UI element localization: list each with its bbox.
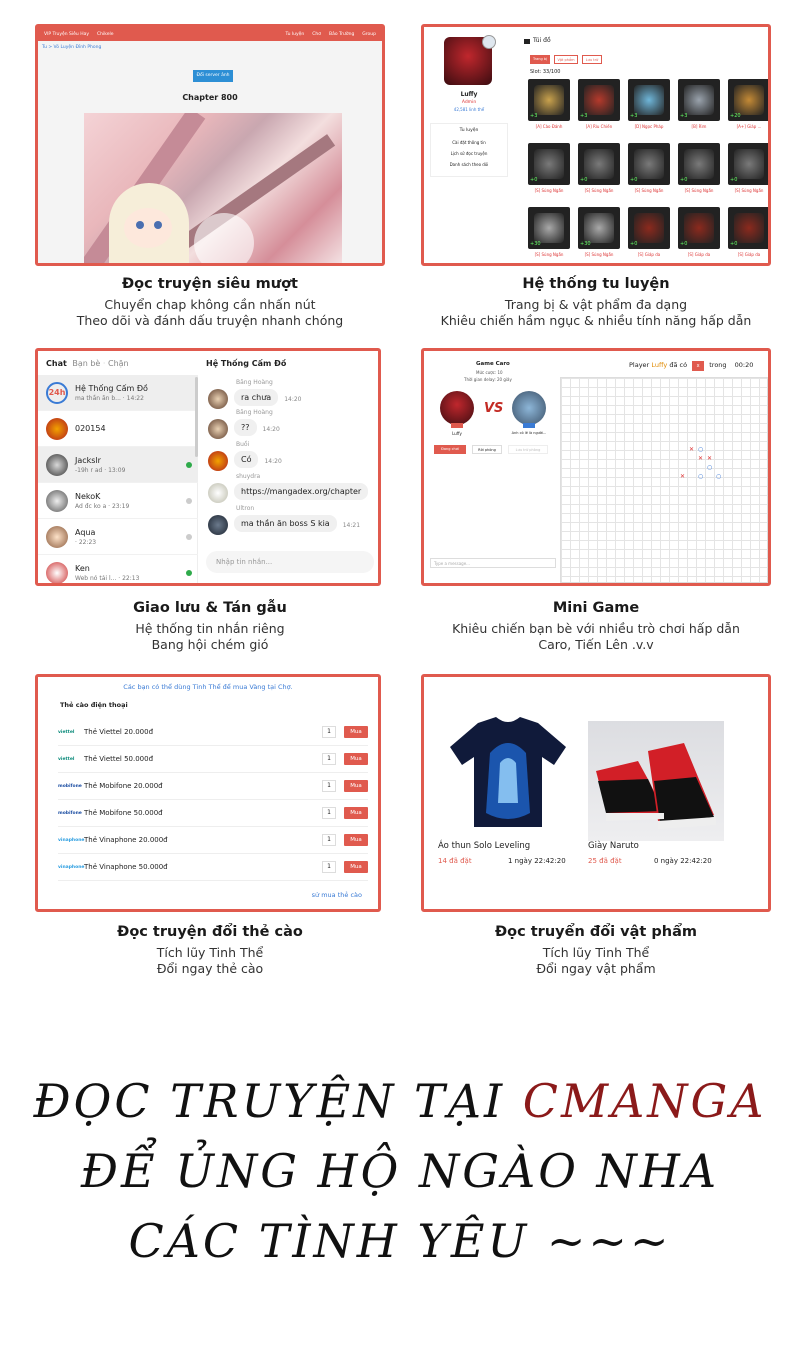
viettel-logo-icon: viettel xyxy=(58,729,75,735)
avatar xyxy=(46,526,68,548)
message-bubble: https://mangadex.org/chapter xyxy=(234,483,368,500)
tab-chat[interactable]: Chat xyxy=(46,359,67,368)
save-room-button[interactable]: Lưu trữ phòng xyxy=(508,445,548,454)
promo-prefix: ĐỌC TRUYỆN TẠI xyxy=(33,1074,523,1128)
buy-button[interactable]: Mua xyxy=(344,753,368,765)
menu-title[interactable]: Tu luyện xyxy=(459,128,479,133)
item-label: [S] Súng Ngắn xyxy=(534,252,564,257)
inventory-item[interactable] xyxy=(728,207,770,249)
card-row xyxy=(58,854,368,881)
mobifone-logo-icon: mobifone xyxy=(58,810,82,816)
message-time: 14:21 xyxy=(342,521,361,529)
player2-avatar xyxy=(512,391,546,425)
conversation-item[interactable]: 24h Hệ Thống Cấm Đồ ma thần ăn b... · 14:22 xyxy=(38,375,198,411)
item-icon xyxy=(534,149,564,179)
buy-button[interactable]: Mua xyxy=(344,807,368,819)
item-label: [A+] Giáp ... xyxy=(736,124,762,129)
conversation-name: Ken xyxy=(75,563,90,573)
caption-line: Đổi ngay vật phẩm xyxy=(536,961,656,976)
shoes-icon xyxy=(588,721,724,841)
item-icon xyxy=(584,85,614,115)
item-icon xyxy=(634,213,664,243)
quantity-input[interactable]: 1 xyxy=(322,753,336,765)
profile-sub: 42,581 linh thể xyxy=(453,107,485,112)
top-nav xyxy=(38,27,382,41)
avatar xyxy=(208,515,228,535)
nav-link[interactable]: Tu luyện xyxy=(285,31,305,37)
turn-badge: x xyxy=(692,361,704,371)
conversation-list xyxy=(38,375,198,586)
item-level: +0 xyxy=(680,241,688,247)
card-row xyxy=(58,800,368,827)
message xyxy=(208,441,282,471)
caption-line: Khiêu chiến hầm ngục & nhiều tính năng hấp dẫn xyxy=(440,313,752,328)
card-row xyxy=(58,746,368,773)
caption-title: Giao lưu & Tán gẫu xyxy=(133,600,287,616)
avatar xyxy=(46,490,68,512)
item-label: [S] Súng Ngắn xyxy=(584,188,614,193)
conversation-name: Hệ Thống Cấm Đồ xyxy=(75,383,148,393)
conversation-item[interactable] xyxy=(38,411,198,447)
inventory-item[interactable] xyxy=(578,79,620,121)
nav-link[interactable]: Group xyxy=(362,31,376,37)
game-chat-input[interactable]: Type a message... xyxy=(430,558,556,568)
card-name: Thẻ Vinaphone 20.000đ xyxy=(84,836,168,844)
game-delay: Thời gian delay: 20 giây xyxy=(464,377,512,382)
card-name: Thẻ Viettel 20.000đ xyxy=(84,728,154,736)
item-label: [S] Giáp da xyxy=(687,252,711,257)
item-label: [S] Giáp da xyxy=(637,252,661,257)
chat-tabs: Chat Bạn bè · Chặn xyxy=(46,359,129,368)
game-bet: Mức cược: 10 xyxy=(476,370,503,375)
inventory-item[interactable] xyxy=(578,143,620,185)
card-row xyxy=(58,827,368,854)
card-name: Thẻ Mobifone 20.000đ xyxy=(84,782,163,790)
caption-line: Tích lũy Tinh Thể xyxy=(542,945,650,960)
avatar xyxy=(208,389,228,409)
item-label: [S] Súng Ngắn xyxy=(734,188,764,193)
player-label: Player xyxy=(629,361,650,369)
system-avatar: 24h xyxy=(46,382,68,404)
inventory-item[interactable] xyxy=(678,143,720,185)
caption-title: Hệ thống tu luyện xyxy=(522,276,670,292)
message-time: 14:20 xyxy=(284,395,302,403)
vinaphone-logo-icon: vinaphone xyxy=(58,837,85,843)
side-menu xyxy=(430,123,508,177)
item-icon xyxy=(584,149,614,179)
caption-line: Đổi ngay thẻ cào xyxy=(156,961,264,976)
purchase-history-link[interactable]: sử mua thẻ cào xyxy=(311,891,362,899)
avatar xyxy=(208,451,228,471)
item-level: +0 xyxy=(530,177,538,183)
chapter-title: Chapter 800 xyxy=(182,93,238,102)
caption-line: Tích lũy Tinh Thể xyxy=(156,945,264,960)
buy-button[interactable]: Mua xyxy=(344,834,368,846)
card-row xyxy=(58,773,368,800)
menu-item[interactable]: Cài đặt thông tin xyxy=(452,140,486,145)
messages xyxy=(200,375,378,565)
caro-board[interactable] xyxy=(560,377,768,583)
item-icon xyxy=(684,149,714,179)
conversation-item[interactable]: Jackslr -19h r ad · 13:09 xyxy=(38,447,198,483)
x-mark: ✕ xyxy=(707,455,713,462)
message-author: Ultron xyxy=(236,505,255,512)
caption-cultivation xyxy=(406,276,786,329)
item-icon xyxy=(634,149,664,179)
item-level: +3 xyxy=(530,113,538,119)
conversation-scrollbar[interactable] xyxy=(195,377,198,457)
item-label: [S] Súng Ngắn xyxy=(584,252,614,257)
caption-line: Trang bị & vật phẩm đa dạng xyxy=(504,297,688,312)
player2-score xyxy=(523,423,535,428)
avatar xyxy=(46,454,68,476)
caption-line: Theo dõi và đánh dấu truyện nhanh chóng xyxy=(76,313,344,328)
avatar-badge-icon xyxy=(482,35,496,49)
item-label: [S] Súng Ngắn xyxy=(634,188,664,193)
card-game xyxy=(421,348,771,586)
conversation-preview: Web nó tải l... xyxy=(75,574,117,582)
item-label: [S] Giáp da xyxy=(737,252,761,257)
o-mark: ○ xyxy=(698,446,704,453)
inventory-item[interactable] xyxy=(728,143,770,185)
message-bubble: ra chưa xyxy=(234,389,278,406)
tab-items[interactable]: Vật phẩm xyxy=(554,55,578,64)
caption-line: Chuyển chap không cần nhấn nút xyxy=(104,297,316,312)
inventory-item[interactable] xyxy=(678,207,720,249)
item-level: +3 xyxy=(580,113,588,119)
avatar xyxy=(46,418,68,440)
item-label: [S] Súng Ngắn xyxy=(534,188,564,193)
caption-phone-cards xyxy=(20,924,400,977)
inventory-item[interactable] xyxy=(628,79,670,121)
bag-title: Túi đồ xyxy=(533,37,551,44)
item-icon xyxy=(534,85,564,115)
x-mark: ✕ xyxy=(680,473,686,480)
menu-item[interactable]: Lịch sử đọc truyện xyxy=(450,151,488,156)
username: Luffy xyxy=(460,91,478,98)
message-time: 14:20 xyxy=(262,425,280,433)
item-icon xyxy=(684,213,714,243)
chat-header: Hệ Thống Cấm Đồ xyxy=(206,359,287,368)
message-author: Buồi xyxy=(236,441,250,448)
mobifone-logo-icon: mobifone xyxy=(58,783,82,789)
o-mark: ○ xyxy=(716,473,722,480)
vinaphone-logo-icon: vinaphone xyxy=(58,864,85,870)
product-name[interactable]: Giày Naruto xyxy=(588,841,639,851)
inventory-item[interactable] xyxy=(528,207,570,249)
conversation-time: 22:23 xyxy=(78,538,97,546)
caption-line: Bang hội chém gió xyxy=(151,637,269,652)
section-title: Thẻ cào điện thoại xyxy=(60,701,128,709)
vs-label: VS xyxy=(484,401,504,416)
quantity-input[interactable]: 1 xyxy=(322,861,336,873)
tab-storage[interactable]: Lưu trữ xyxy=(582,55,602,64)
buy-button[interactable]: Mua xyxy=(344,861,368,873)
promo-line-2: ĐỂ ỦNG HỘ NGÀO NHA xyxy=(80,1144,720,1198)
message-input[interactable]: Nhập tin nhắn... xyxy=(206,551,374,573)
card-row xyxy=(58,719,368,746)
turn-suffix: trong xyxy=(709,361,727,369)
product-sold: 25 đã đặt xyxy=(588,857,622,865)
player-status xyxy=(629,361,753,371)
item-label: [A] Cào Đánh xyxy=(535,124,563,129)
card-read xyxy=(35,24,385,266)
message-author: Băng Hoàng xyxy=(236,409,273,416)
item-icon xyxy=(584,213,614,243)
inventory-item[interactable] xyxy=(528,79,570,121)
item-icon xyxy=(734,149,764,179)
menu-item[interactable]: Danh sách theo dõi xyxy=(449,162,489,167)
conversation-item[interactable]: Aqua · 22:23 xyxy=(38,519,198,555)
product-time: 0 ngày 22:42:20 xyxy=(654,857,712,865)
item-icon xyxy=(634,85,664,115)
message xyxy=(208,473,368,503)
card-items-exchange xyxy=(421,674,771,912)
conversation-time: 14:22 xyxy=(126,394,144,402)
x-mark: ✕ xyxy=(689,446,695,453)
server-button[interactable]: Đổi server ảnh xyxy=(193,70,233,82)
timer: 00:20 xyxy=(734,361,754,369)
item-level: +0 xyxy=(730,177,738,183)
conversation-preview: Ad đc ko a xyxy=(75,502,107,510)
player-name: Luffy xyxy=(651,361,668,369)
conversation-name: 020154 xyxy=(75,424,106,433)
conversation-preview: ma thần ăn b... xyxy=(75,394,121,402)
item-label: [S] Súng Ngắn xyxy=(684,188,714,193)
item-level: +30 xyxy=(580,241,591,247)
message-author: Băng Hoàng xyxy=(236,379,273,386)
tab-blocked[interactable]: Chặn xyxy=(108,359,129,368)
o-mark: ○ xyxy=(707,464,713,471)
offline-status-icon xyxy=(186,498,192,504)
caption-items-exchange xyxy=(406,924,786,977)
conversation-time: 22:13 xyxy=(122,574,140,582)
item-icon xyxy=(534,213,564,243)
conversation-name: Jackslr xyxy=(75,455,101,465)
product-name[interactable]: Áo thun Solo Leveling xyxy=(438,841,531,851)
online-status-icon xyxy=(186,570,192,576)
caption-title: Đọc truyển đổi vật phẩm xyxy=(495,924,697,940)
promo-line-1 xyxy=(0,1074,800,1128)
conversation-name: Aqua xyxy=(75,527,96,537)
avatar xyxy=(46,562,68,584)
inventory-item[interactable] xyxy=(578,207,620,249)
x-mark: ✕ xyxy=(698,455,704,462)
item-label: [A] Rìu Chiến xyxy=(585,124,613,129)
card-name: Thẻ Viettel 50.000đ xyxy=(84,755,154,763)
product-image-tshirt[interactable] xyxy=(438,713,578,831)
item-level: +3 xyxy=(680,113,688,119)
buy-button[interactable]: Mua xyxy=(344,726,368,738)
message xyxy=(208,379,302,409)
caption-line: Khiêu chiến bạn bè với nhiều trò chơi hấp dẫn xyxy=(452,621,740,636)
tab-equip[interactable]: Trang bị xyxy=(530,55,550,64)
item-level: +0 xyxy=(680,177,688,183)
item-level: +0 xyxy=(630,241,638,247)
promo-brand: CMANGA xyxy=(522,1074,767,1128)
bag-icon xyxy=(524,39,530,44)
caption-line: Caro, Tiến Lên .v.v xyxy=(538,637,654,652)
inventory-item[interactable] xyxy=(728,79,770,121)
o-mark: ○ xyxy=(698,473,704,480)
item-label: [B] Rìm xyxy=(691,124,707,129)
conversation-time: 13:09 xyxy=(108,466,126,474)
item-icon xyxy=(684,85,714,115)
conversation-item[interactable]: Ken Web nó tải l... · 22:13 xyxy=(38,555,198,586)
caption-title: Đọc truyện đổi thẻ cào xyxy=(117,924,303,940)
message-time: 14:20 xyxy=(264,457,282,465)
player1-score xyxy=(451,423,463,428)
card-cultivation xyxy=(421,24,771,266)
inventory-item[interactable] xyxy=(678,79,720,121)
promo-line-3: CÁC TÌNH YÊU ~~~ xyxy=(128,1214,672,1268)
item-level: +0 xyxy=(580,177,588,183)
item-level: +0 xyxy=(630,177,638,183)
card-chat xyxy=(35,348,381,586)
game-title: Game Caro xyxy=(476,361,510,367)
player-suffix: đã có xyxy=(669,361,688,369)
caption-read xyxy=(20,276,400,329)
caption-chat xyxy=(20,600,400,653)
item-label: [D] Ngọc Pháp xyxy=(634,124,664,129)
viettel-logo-icon: viettel xyxy=(58,756,75,762)
conversation-preview: -19h r ad xyxy=(75,466,103,474)
manga-page-image xyxy=(84,113,342,266)
item-level: +3 xyxy=(630,113,638,119)
avatar xyxy=(208,419,228,439)
product-time: 1 ngày 22:42:20 xyxy=(508,857,566,865)
slot-count: Slot: 33/100 xyxy=(530,69,561,75)
tab-friends[interactable]: Bạn bè xyxy=(72,359,101,368)
card-name: Thẻ Mobifone 50.000đ xyxy=(84,809,163,817)
card-phone-cards xyxy=(35,674,381,912)
message xyxy=(208,409,280,439)
product-image-shoes[interactable] xyxy=(588,721,724,841)
quantity-input[interactable]: 1 xyxy=(322,807,336,819)
player1-avatar xyxy=(440,391,474,425)
breadcrumb[interactable]: Tu > Võ Luyện Đỉnh Phong xyxy=(42,45,102,50)
product-sold: 14 đã đặt xyxy=(438,857,472,865)
quantity-input[interactable]: 1 xyxy=(322,726,336,738)
caption-title: Mini Game xyxy=(552,600,640,616)
nav-extra[interactable]: Chikele xyxy=(97,31,114,37)
nav-link[interactable]: Bảo Trường xyxy=(329,31,355,37)
conversation-item[interactable]: NekoK Ad đc ko a · 23:19 xyxy=(38,483,198,519)
item-level: +0 xyxy=(730,241,738,247)
offline-status-icon xyxy=(186,534,192,540)
buy-button[interactable]: Mua xyxy=(344,780,368,792)
caption-line: Hệ thống tin nhắn riêng xyxy=(135,621,285,636)
message xyxy=(208,505,361,535)
item-level: +30 xyxy=(530,241,541,247)
online-status-icon xyxy=(186,462,192,468)
player1-name: Luffy xyxy=(452,431,462,436)
nav-link[interactable]: Chơ xyxy=(312,31,322,37)
leave-room-button[interactable]: Rời phòng xyxy=(472,445,502,454)
nav-brand[interactable]: VIP Truyện Siêu Hay xyxy=(44,31,90,37)
role: Admin xyxy=(461,100,477,105)
caption-game xyxy=(406,600,786,653)
conversation-name: NekoK xyxy=(75,491,101,501)
player2-name: Anh có lẽ là người... xyxy=(511,431,547,435)
avatar xyxy=(208,483,228,503)
quantity-input[interactable]: 1 xyxy=(322,834,336,846)
caption-title: Đọc truyện siêu mượt xyxy=(122,276,298,292)
item-icon xyxy=(734,85,764,115)
tshirt-icon xyxy=(438,713,578,831)
playing-button[interactable]: Đang chơi xyxy=(434,445,466,454)
conversation-time: 23:19 xyxy=(111,502,130,510)
inventory-item[interactable] xyxy=(528,143,570,185)
inventory-item[interactable] xyxy=(628,143,670,185)
notice: Các bạn có thể dùng Tinh Thể để mua Vàng tại Chợ. xyxy=(123,683,293,691)
item-level: +20 xyxy=(730,113,741,119)
item-icon xyxy=(734,213,764,243)
message-bubble: Có xyxy=(234,451,258,468)
card-name: Thẻ Vinaphone 50.000đ xyxy=(84,863,168,871)
message-author: shuydra xyxy=(236,473,261,480)
message-bubble: ma thần ăn boss S kia xyxy=(234,515,337,532)
message-bubble: ?? xyxy=(234,419,257,436)
inventory-item[interactable] xyxy=(628,207,670,249)
quantity-input[interactable]: 1 xyxy=(322,780,336,792)
